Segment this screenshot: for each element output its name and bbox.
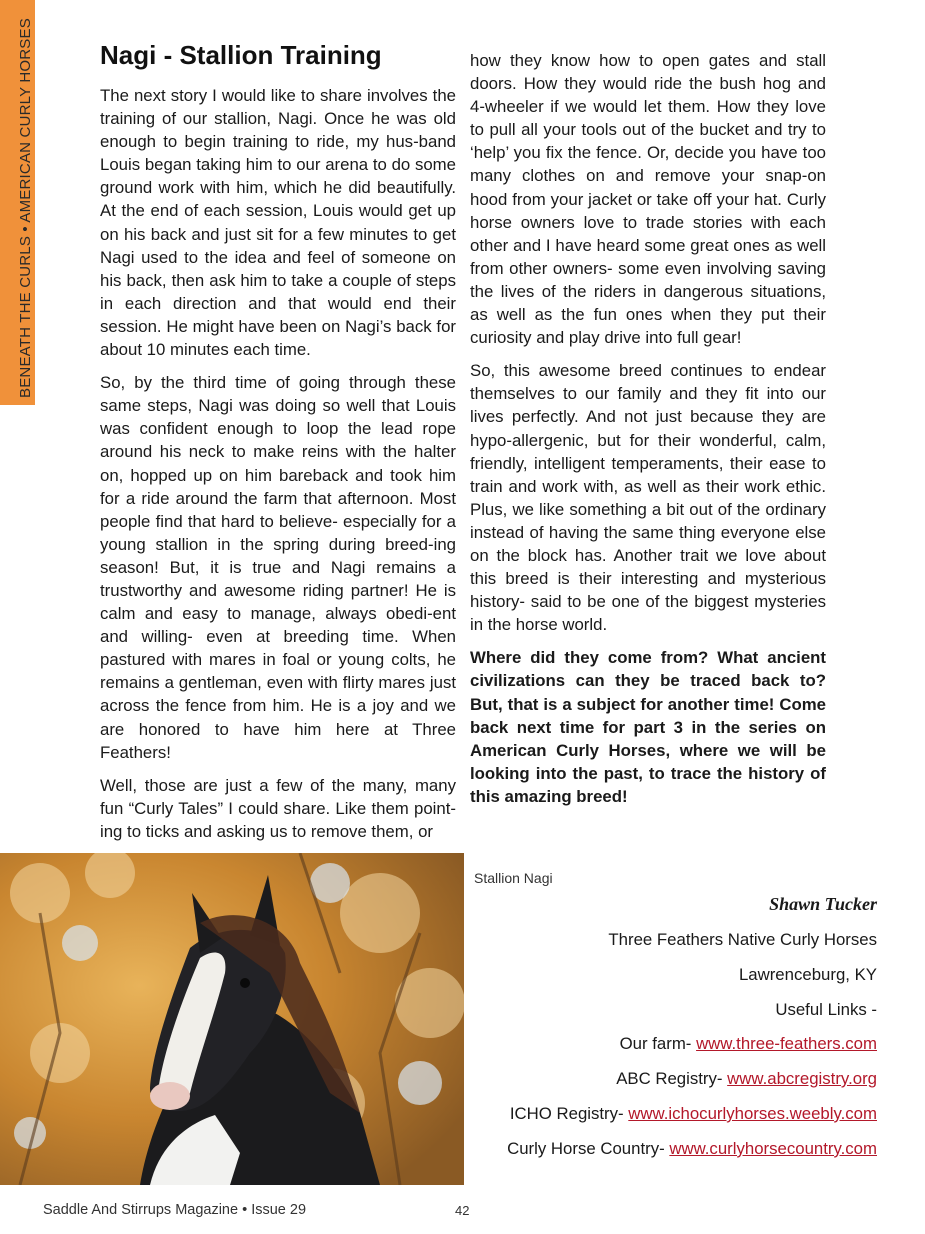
link-row-icho bbox=[457, 1103, 877, 1125]
abc-registry-link[interactable]: www.abcregistry.org bbox=[727, 1069, 877, 1088]
author-org: Three Feathers Native Curly Horses bbox=[608, 930, 877, 949]
issue-number: Issue 29 bbox=[251, 1202, 307, 1218]
link-row-abc bbox=[457, 1068, 877, 1090]
link-label: ABC Registry- bbox=[616, 1069, 728, 1088]
link-label: Curly Horse Country- bbox=[507, 1139, 670, 1158]
article-title: Nagi - Stallion Training bbox=[100, 40, 382, 70]
curly-horse-country-link[interactable]: www.curlyhorsecountry.com bbox=[669, 1139, 877, 1158]
magazine-name: Saddle And Stirrups Magazine bbox=[43, 1202, 239, 1218]
paragraph: The next story I would like to share involves the training of our stallion, Nagi. Once he was old enough to begin training to ride, my hus-band Louis began taking him to our arena to do some ground work with him, which he did beautifully. At the end of each session, Louis would get up on his back and just sit for a few minutes to get Nagi used to the idea and feel of someone on his back, then ask him to take a couple of steps in each direction and that would end their session. He might have been on Nagi’s back for about 10 minutes each time. bbox=[100, 86, 456, 360]
horse-photo bbox=[0, 853, 464, 1185]
farm-link[interactable]: www.three-feathers.com bbox=[696, 1034, 877, 1053]
paragraph: So, by the third time of going through these same steps, Nagi was doing so well that Louis was confident enough to loop the lead rope around his neck to make reins with the halter on, hopped up on him bareback and took him for a ride around the farm that afternoon. Most people find that hard to believe- especially for a young stallion in the spring during breed-ing season! But, it is true and Nagi remains a trustworthy and awesome riding partner! He is calm and easy to manage, always obedi-ent and willing- even at breeding time. When pastured with mares in foal or young colts, he remains a gentleman, even with flirty mares just across the fence from him. He is a joy and we are honored to have him here at Three Feathers! bbox=[100, 373, 456, 762]
link-label: ICHO Registry- bbox=[509, 1104, 629, 1123]
right-column bbox=[470, 49, 826, 818]
paragraph: So, this awesome breed continues to endear themselves to our family and they fit into our lives perfectly. And not just because they are hypo-allergenic, but for their wonderful, calm, friendly, intelligent temperaments, their ease to train and work with, as well as their work ethic. Plus, we like something a bit out of the ordinary instead of having the same thing everyone else on the block has. Another trait we love about this breed is their interesting and mysterious history- said to be one of the biggest mysteries in the horse world. bbox=[470, 361, 826, 635]
link-row-farm bbox=[457, 1033, 877, 1055]
footer-magazine bbox=[43, 1202, 306, 1218]
link-row-country bbox=[457, 1138, 877, 1160]
author-name: Shawn Tucker bbox=[769, 894, 877, 914]
paragraph: how they know how to open gates and stall doors. How they would ride the bush hog and 4-wheeler if we would let them. How they love to pull all your tools out of the bucket and try to ‘help’ you fix the fence. Or, decide you have too many clothes on and remove your snap-on hood from your jacket or take off your hat. Curly horse owners love to trade stories with each other and I have heard some great ones as well from other owners- some even involving saving the lives of the riders in dangerous situations, as well as the fun ones when they put their curiosity and play drive into full gear! bbox=[470, 51, 826, 348]
paragraph: Well, those are just a few of the many, many fun “Curly Tales” I could share. Like them point-ing to ticks and asking us to remove them, or bbox=[100, 775, 456, 841]
author-location: Lawrenceburg, KY bbox=[738, 965, 877, 984]
page-number: 42 bbox=[455, 1203, 470, 1218]
side-tab bbox=[0, 0, 35, 405]
link-label: Our farm- bbox=[619, 1034, 697, 1053]
photo-caption: Stallion Nagi bbox=[474, 870, 553, 886]
footer-separator: • bbox=[238, 1202, 252, 1218]
closing-paragraph: Where did they come from? What ancient civilizations can they be traced back to? But, that is a subject for another time! Come back next time for part 3 in the series on American Curly Horses, where we will be looking into the past, to trace the history of this amazing breed! bbox=[470, 648, 826, 806]
links-heading: Useful Links - bbox=[775, 1000, 877, 1019]
left-column bbox=[100, 84, 456, 853]
icho-registry-link[interactable]: www.ichocurlyhorses.weebly.com bbox=[628, 1104, 877, 1123]
side-tab-label: BENEATH THE CURLS • AMERICAN CURLY HORSES bbox=[17, 18, 34, 398]
